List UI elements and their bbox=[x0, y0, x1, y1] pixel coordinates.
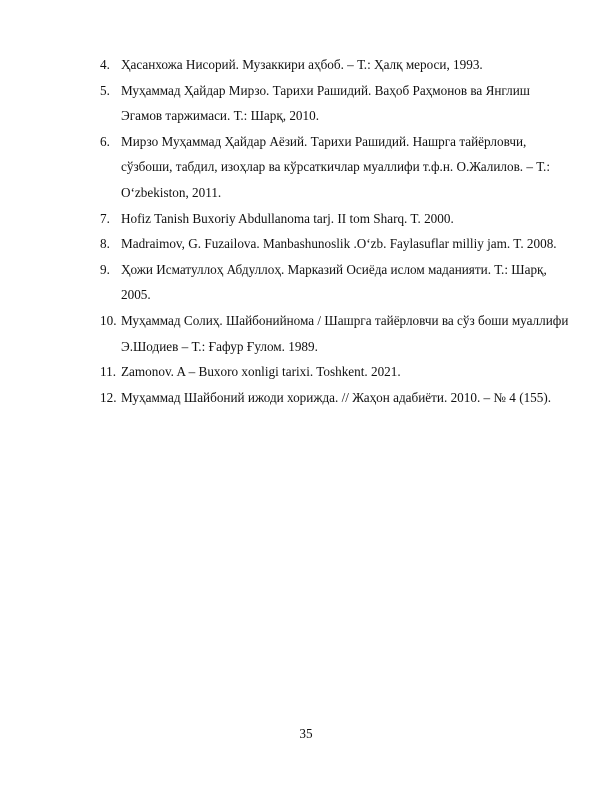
reference-text: Ҳасанхожа Нисорий. Музаккири аҳбоб. – Т.: Ҳалқ мероси, 1993. bbox=[121, 57, 483, 72]
reference-item-8 bbox=[100, 231, 570, 257]
reference-item-9 bbox=[100, 257, 570, 308]
reference-text: Madraimov, G. Fuzailova. Manbashunoslik .O‘zb. Faylasuflar milliy jam. T. 2008. bbox=[121, 236, 557, 252]
reference-number: 7. bbox=[100, 210, 110, 226]
reference-text: Мирзо Муҳаммад Ҳайдар Аёзий. Тарихи Рашидий. Нашрга тайёрловчи, сўзбоши, табдил, изоҳлар ва кўрсаткичлар муаллифи т.ф.н. О.Жалилов. – Т.: O‘zbekiston, 2011. bbox=[121, 133, 550, 200]
reference-text: Ҳожи Исматуллоҳ Абдуллоҳ. Марказий Осиёда ислом маданияти. Т.: Шарқ, 2005. bbox=[121, 261, 547, 303]
reference-list bbox=[100, 52, 570, 410]
reference-text: Zamonov. A – Buxoro xonligi tarixi. Toshkent. 2021. bbox=[121, 364, 401, 380]
reference-text: Hofiz Tanish Buxoriy Abdullanoma tarj. II tom Sharq. T. 2000. bbox=[121, 210, 454, 226]
reference-number: 11. bbox=[100, 364, 116, 380]
reference-item-12 bbox=[100, 385, 570, 411]
reference-item-10 bbox=[100, 308, 570, 359]
reference-text: Муҳаммад Шайбоний ижоди хорижда. // Жаҳон адабиёти. 2010. – № 4 (155). bbox=[121, 389, 552, 405]
reference-number: 6. bbox=[100, 133, 110, 149]
page-number: 35 bbox=[299, 726, 313, 741]
reference-number: 12. bbox=[100, 389, 117, 405]
reference-number: 10. bbox=[100, 312, 117, 328]
reference-item-11 bbox=[100, 359, 570, 385]
reference-item-7 bbox=[100, 206, 570, 232]
reference-text: Муҳаммад Ҳайдар Мирзо. Тарихи Рашидий. Ваҳоб Раҳмонов ва Янглиш Эгамов таржимаси. Т.: Шарқ, 2010. bbox=[121, 82, 530, 124]
reference-number: 4. bbox=[100, 57, 110, 72]
reference-item-5 bbox=[100, 78, 570, 129]
reference-number: 9. bbox=[100, 261, 110, 277]
reference-number: 8. bbox=[100, 236, 110, 252]
reference-number: 5. bbox=[100, 82, 110, 98]
reference-text: Муҳаммад Солиҳ. Шайбонийнома / Шашрга тайёрловчи ва сўз боши муаллифи Э.Шодиев – Т.: Ғафур Ғулом. 1989. bbox=[121, 312, 569, 354]
reference-item-6 bbox=[100, 129, 570, 206]
reference-item-4 bbox=[100, 52, 570, 78]
